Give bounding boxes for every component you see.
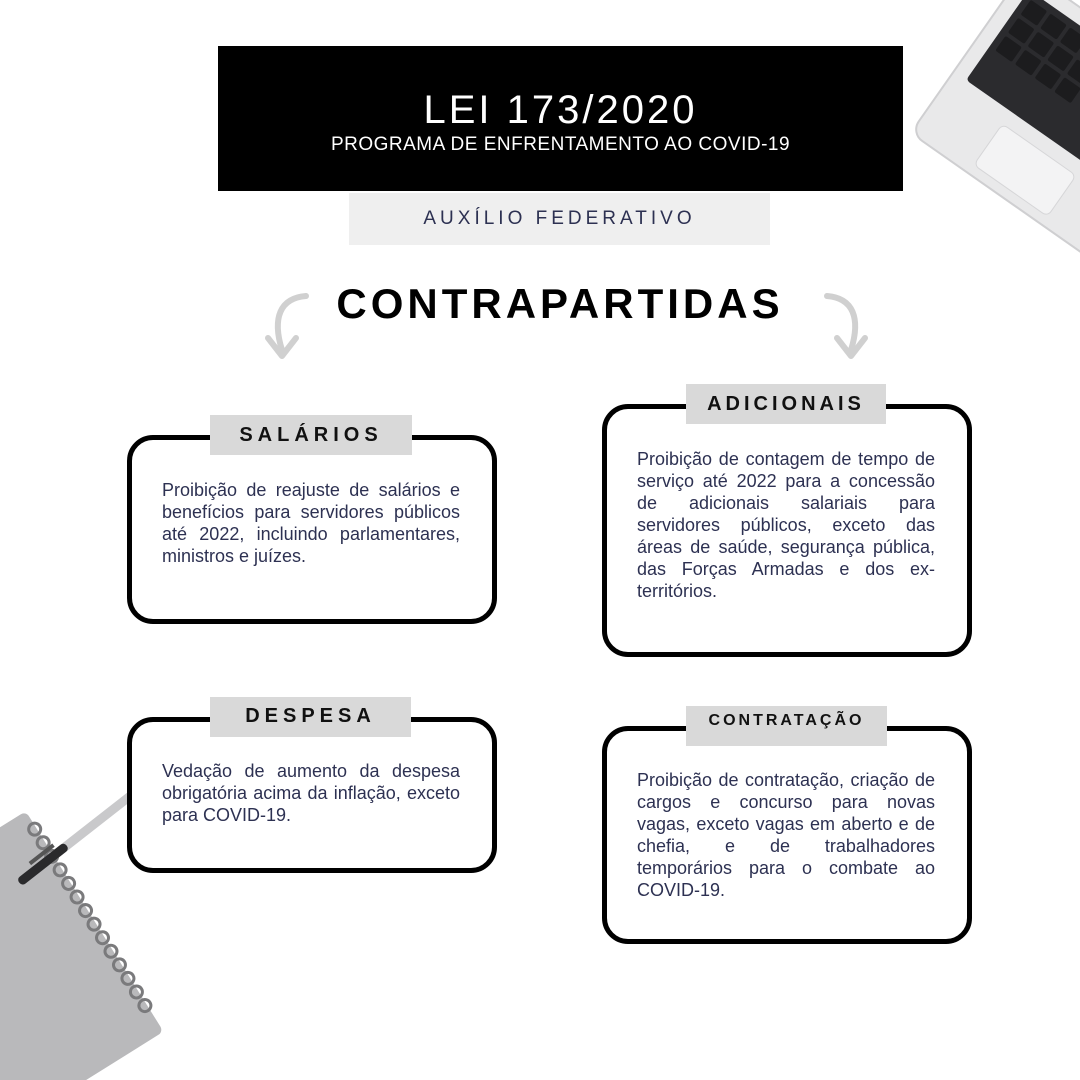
card-text-despesa: Vedação de aumento da despesa obrigatória acima da inflação, exceto para COVID-19.: [162, 761, 460, 825]
section-heading: CONTRAPARTIDAS: [336, 280, 784, 327]
card-label-despesa: DESPESA: [210, 697, 411, 737]
page-subtitle: PROGRAMA DE ENFRENTAMENTO AO COVID-19: [330, 134, 791, 155]
card-label-adicionais: ADICIONAIS: [686, 384, 886, 424]
laptop-image: [900, 0, 1080, 260]
title-box: [218, 46, 903, 191]
card-label-contratacao: CONTRATAÇÃO: [686, 706, 887, 746]
page-title: LEI 173/2020: [423, 88, 698, 132]
card-text-adicionais: Proibição de contagem de tempo de serviço até 2022 para a concessão de adicionais salariais para servidores públicos, exceto das áreas de saúde, segurança pública, das Forças Armadas e dos ex-territórios.: [637, 449, 935, 601]
card-text-salarios: Proibição de reajuste de salários e benefícios para servidores públicos até 2022, incluindo parlamentares, ministros e juízes.: [162, 480, 460, 566]
card-text-contratacao: Proibição de contratação, criação de cargos e concurso para novas vagas, exceto vagas em aberto e de chefia, e de trabalhadores temporários para o combate ao COVID-19.: [637, 770, 935, 900]
subtitle-band: AUXÍLIO FEDERATIVO: [349, 193, 770, 245]
curved-arrow-right-icon: [815, 290, 875, 365]
card-label-salarios: SALÁRIOS: [210, 415, 412, 455]
